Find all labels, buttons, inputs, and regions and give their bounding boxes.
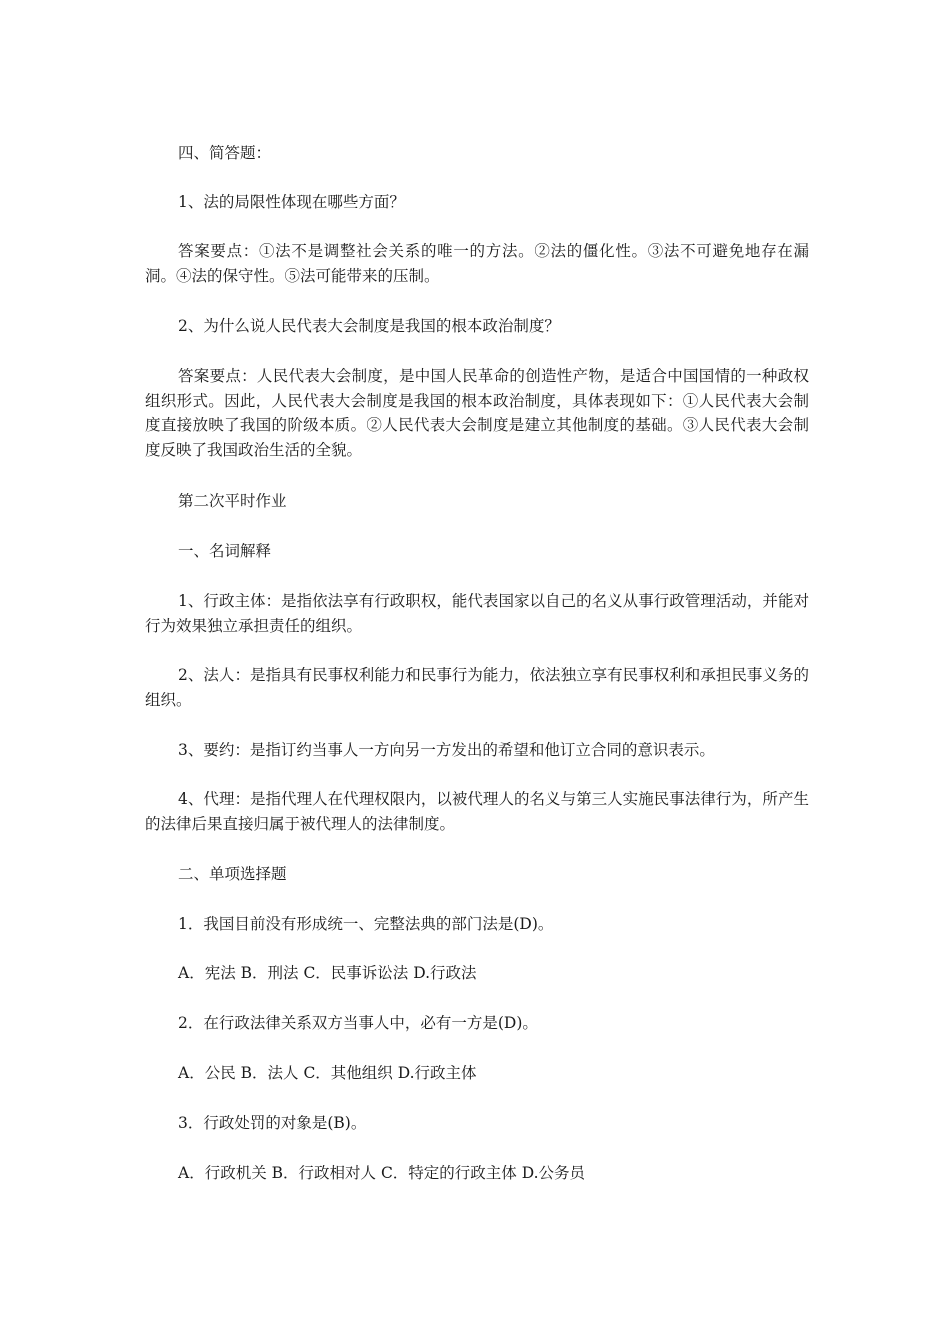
definition-4: 4、代理：是指代理人在代理权限内，以被代理人的名义与第三人实施民事法律行为，所产生的法律后果直接归属于被代理人的法律制度。 [145, 790, 809, 833]
definition-2: 2、法人：是指具有民事权利能力和民事行为能力，依法独立享有民事权利和承担民事义务的组织。 [145, 666, 809, 709]
choice-options-1: A．宪法 B．刑法 C．民事诉讼法 D.行政法 [178, 964, 477, 982]
choice-question-2: 2．在行政法律关系双方当事人中，必有一方是(D)。 [178, 1014, 538, 1032]
answer-2: 答案要点：人民代表大会制度，是中国人民革命的创造性产物，是适合中国国情的一种政权组织形式。因此，人民代表大会制度是我国的根本政治制度，具体表现如下：①人民代表大会制度直接放映了我国的阶级本质。②人民代表大会制度是建立其他制度的基础。③人民代表大会制度反映了我国政治生活的全貌。 [145, 367, 809, 459]
choice-options-3: A．行政机关 B．行政相对人 C．特定的行政主体 D.公务员 [178, 1164, 586, 1182]
section-heading-short-answer: 四、简答题： [178, 144, 272, 162]
section-heading-single-choice: 二、单项选择题 [178, 865, 287, 883]
question-1: 1、法的局限性体现在哪些方面？ [178, 193, 405, 211]
choice-question-1: 1．我国目前没有形成统一、完整法典的部门法是(D)。 [178, 915, 554, 933]
definition-1: 1、行政主体：是指依法享有行政职权，能代表国家以自己的名义从事行政管理活动，并能对行为效果独立承担责任的组织。 [145, 592, 809, 635]
answer-1: 答案要点：①法不是调整社会关系的唯一的方法。②法的僵化性。③法不可避免地存在漏洞。④法的保守性。⑤法可能带来的压制。 [145, 242, 809, 285]
definition-3: 3、要约：是指订约当事人一方向另一方发出的希望和他订立合同的意识表示。 [178, 741, 715, 759]
question-2: 2、为什么说人民代表大会制度是我国的根本政治制度？ [178, 317, 560, 335]
assignment-title: 第二次平时作业 [178, 492, 287, 510]
choice-options-2: A．公民 B．法人 C．其他组织 D.行政主体 [178, 1064, 477, 1082]
choice-question-3: 3．行政处罚的对象是(B)。 [178, 1114, 367, 1132]
section-heading-definitions: 一、名词解释 [178, 542, 272, 560]
